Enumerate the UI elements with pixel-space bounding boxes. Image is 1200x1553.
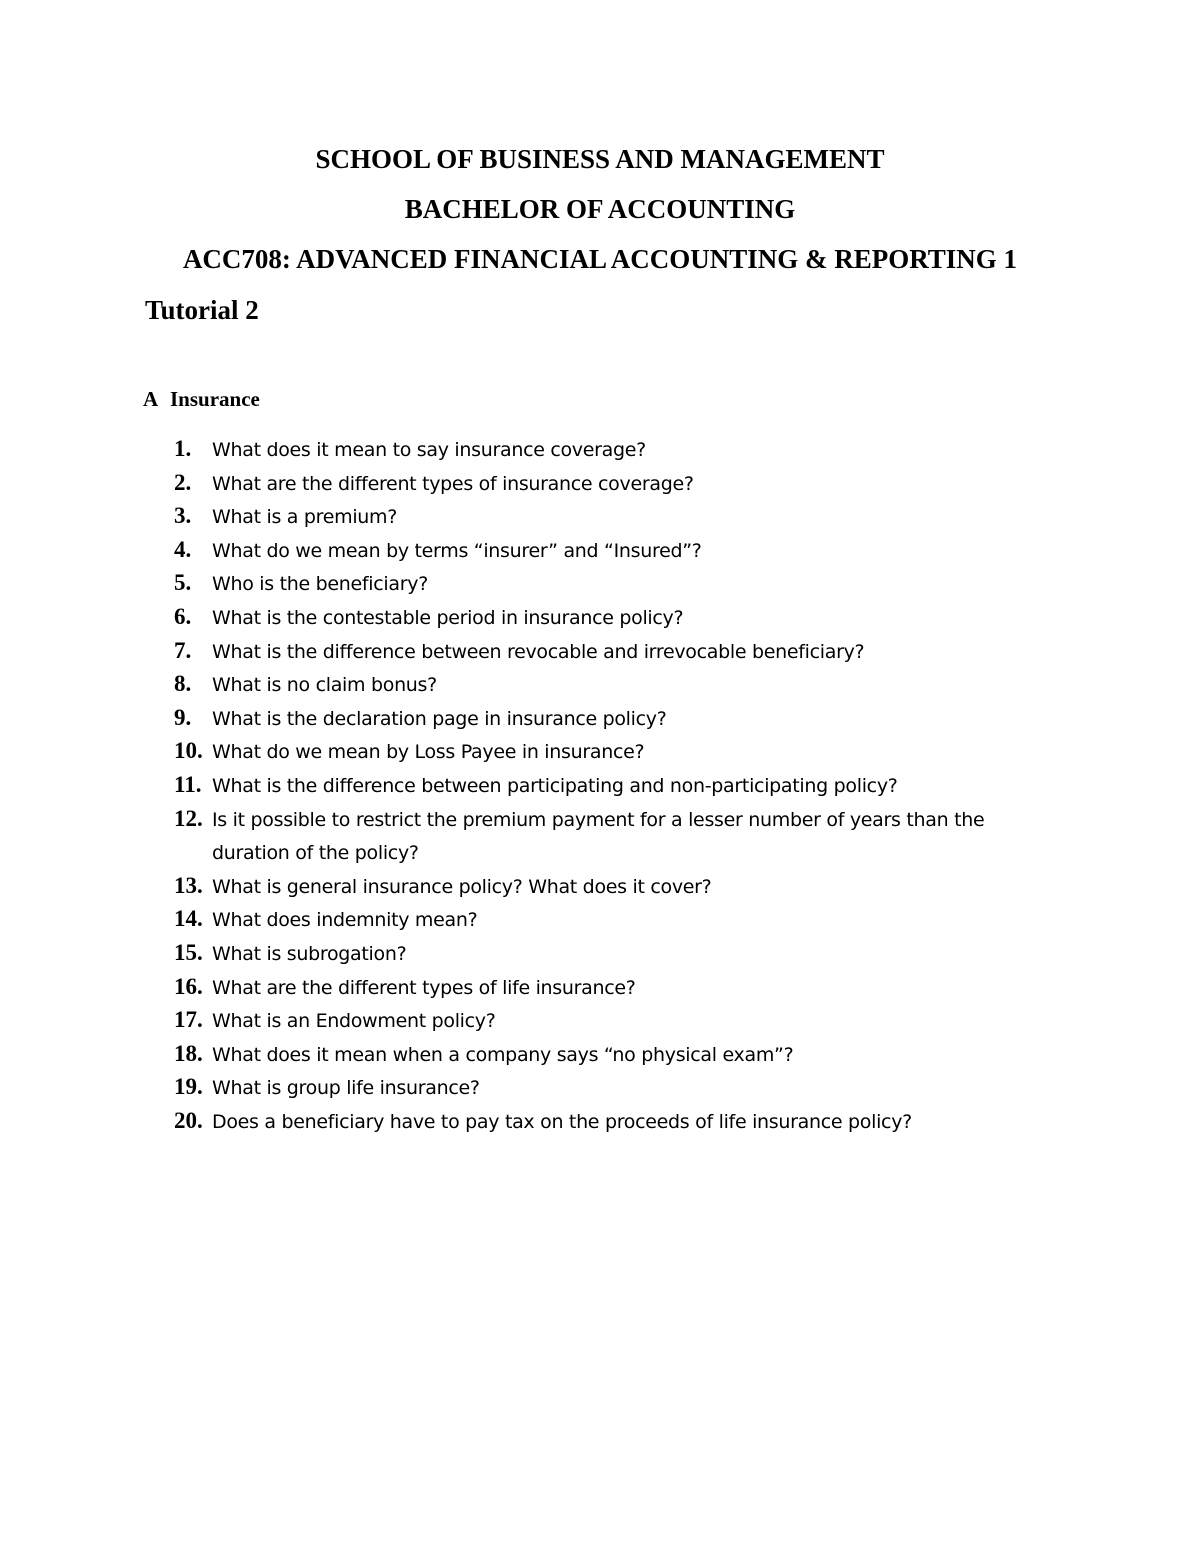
question-text: What is the difference between participating and non-participating policy? xyxy=(212,774,898,797)
question-item xyxy=(174,567,1034,601)
question-number: 12. xyxy=(174,805,203,831)
question-item xyxy=(174,1105,1034,1139)
question-item xyxy=(174,735,1034,769)
question-number: 5. xyxy=(174,570,192,596)
question-item xyxy=(174,971,1034,1005)
question-text: What does it mean to say insurance coverage? xyxy=(212,439,646,461)
question-number: 20. xyxy=(174,1107,203,1133)
tutorial-title: Tutorial 2 xyxy=(145,295,259,325)
question-item xyxy=(174,1004,1034,1038)
question-number: 4. xyxy=(174,536,192,562)
question-text: Does a beneficiary have to pay tax on the proceeds of life insurance policy? xyxy=(212,1110,912,1133)
question-list xyxy=(174,433,1034,1138)
question-item xyxy=(174,702,1034,736)
question-item xyxy=(174,870,1034,904)
program-name: BACHELOR OF ACCOUNTING xyxy=(404,194,796,224)
question-text: What is the difference between revocable and irrevocable beneficiary? xyxy=(212,640,865,663)
question-number: 13. xyxy=(174,872,203,898)
question-text: What is a premium? xyxy=(212,506,398,529)
question-text: What do we mean by terms “insurer” and “Insured”? xyxy=(212,539,702,562)
question-number: 14. xyxy=(174,906,203,932)
question-number: 8. xyxy=(174,671,192,697)
question-item xyxy=(174,534,1034,568)
question-number: 19. xyxy=(174,1074,203,1100)
question-number: 2. xyxy=(174,469,192,495)
question-number: 6. xyxy=(174,603,192,629)
question-text: What does it mean when a company says “no physical exam”? xyxy=(212,1043,794,1066)
question-number: 18. xyxy=(174,1040,203,1066)
question-item xyxy=(174,668,1034,702)
section-letter: A xyxy=(143,387,159,411)
question-item xyxy=(174,903,1034,937)
question-item xyxy=(174,1071,1034,1105)
question-item xyxy=(174,803,1034,870)
question-item xyxy=(174,769,1034,803)
question-text: What do we mean by Loss Payee in insurance? xyxy=(212,741,645,764)
question-number: 15. xyxy=(174,939,203,965)
question-item xyxy=(174,467,1034,501)
question-text: What does indemnity mean? xyxy=(212,909,478,932)
question-text: What are the different types of life insurance? xyxy=(212,976,636,999)
question-text: Who is the beneficiary? xyxy=(212,573,428,596)
question-number: 16. xyxy=(174,973,203,999)
question-number: 9. xyxy=(174,704,192,730)
question-text: What is general insurance policy? What does it cover? xyxy=(212,875,712,898)
question-text: What is group life insurance? xyxy=(212,1077,480,1100)
question-item xyxy=(174,937,1034,971)
question-text: What is the contestable period in insurance policy? xyxy=(212,606,684,629)
section-title: Insurance xyxy=(170,387,260,411)
question-text: What is an Endowment policy? xyxy=(212,1010,496,1033)
question-text: What are the different types of insurance coverage? xyxy=(212,472,694,495)
question-item xyxy=(174,601,1034,635)
question-number: 11. xyxy=(174,771,202,797)
question-number: 3. xyxy=(174,503,192,529)
question-item xyxy=(174,1038,1034,1072)
course-title: ACC708: ADVANCED FINANCIAL ACCOUNTING & REPORTING 1 xyxy=(182,244,1018,274)
question-item xyxy=(174,635,1034,669)
question-text: What is no claim bonus? xyxy=(212,674,437,697)
question-text: What is subrogation? xyxy=(212,942,407,965)
question-text: What is the declaration page in insurance policy? xyxy=(212,707,667,730)
question-number: 10. xyxy=(174,738,203,764)
question-number: 17. xyxy=(174,1007,203,1033)
question-number: 1. xyxy=(174,436,192,461)
question-number: 7. xyxy=(174,637,192,663)
question-item xyxy=(174,500,1034,534)
school-name: SCHOOL OF BUSINESS AND MANAGEMENT xyxy=(315,144,885,174)
section-heading xyxy=(143,386,260,412)
question-text: Is it possible to restrict the premium payment for a lesser number of years than the duration of the policy? xyxy=(212,808,985,865)
question-item xyxy=(174,433,1034,467)
